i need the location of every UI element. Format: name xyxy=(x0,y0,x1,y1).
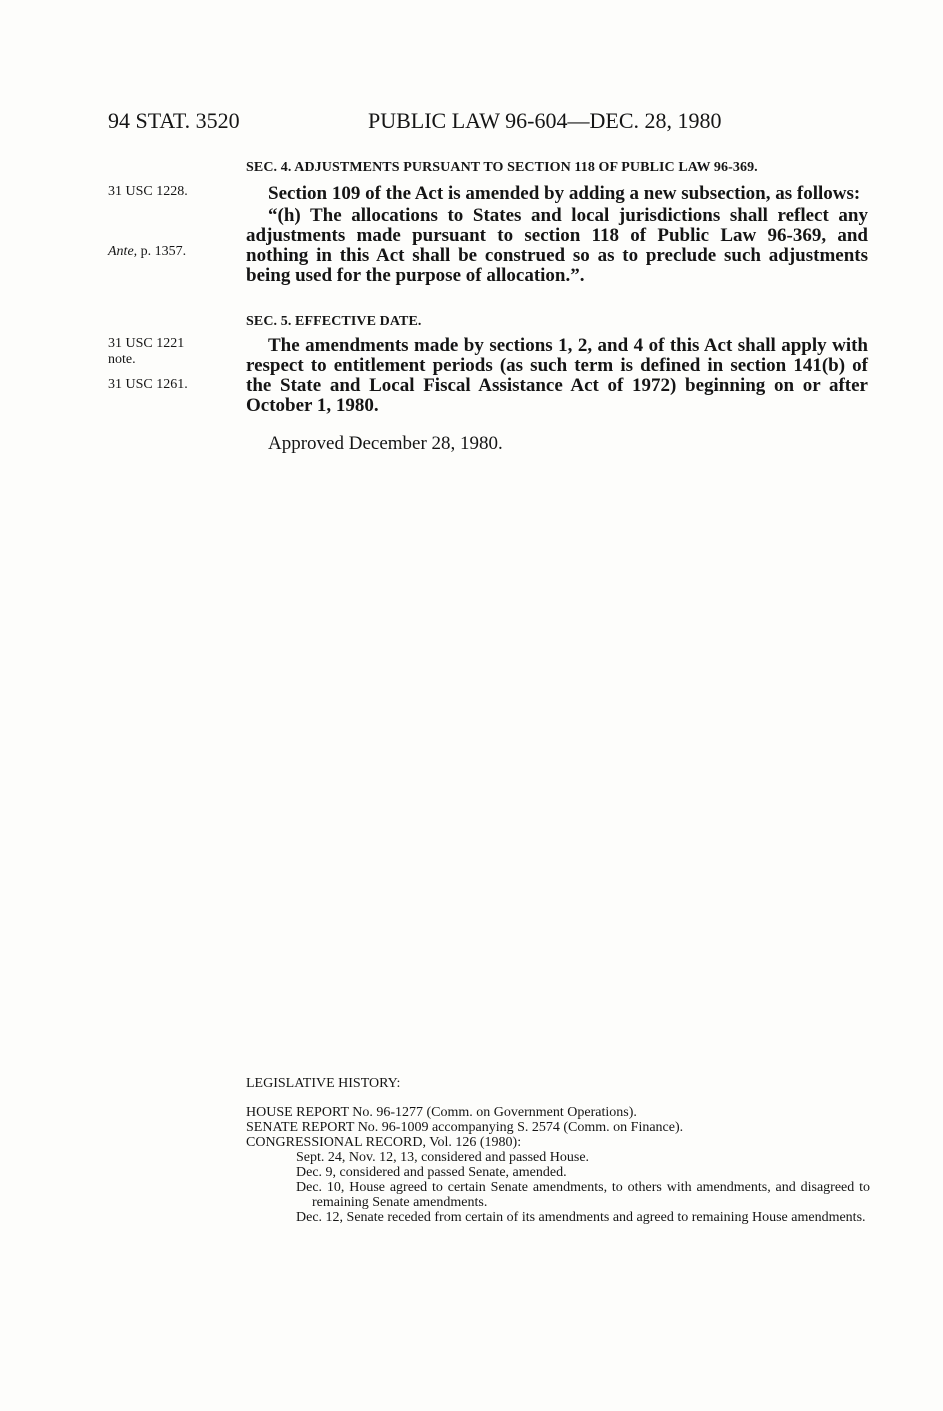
stat-page-number: 94 STAT. 3520 xyxy=(108,108,240,133)
sec5-body xyxy=(246,336,868,416)
approval-date: Approved December 28, 1980. xyxy=(268,433,503,454)
record-entry: Dec. 9, considered and passed Senate, amended. xyxy=(296,1165,567,1180)
record-entry: Dec. 10, House agreed to certain Senate amendments, to others with amendments, and disagreed to remaining Senate amendments. xyxy=(296,1180,870,1210)
ante-word: Ante, xyxy=(108,244,138,259)
congressional-record: CONGRESSIONAL RECORD, Vol. 126 (1980): xyxy=(246,1135,522,1150)
usc-1221-label: 31 USC 1221 xyxy=(108,336,185,351)
margin-note-usc-1261: 31 USC 1261. xyxy=(108,377,188,392)
sec4-body xyxy=(246,184,868,286)
legislative-history xyxy=(246,1076,870,1225)
margin-note-usc-1228: 31 USC 1228. xyxy=(108,184,188,199)
record-entry: Sept. 24, Nov. 12, 13, considered and passed House. xyxy=(296,1150,590,1165)
sec5-heading: SEC. 5. EFFECTIVE DATE. xyxy=(246,314,422,329)
usc-1221-note: note. xyxy=(108,352,136,367)
sec4-heading: SEC. 4. ADJUSTMENTS PURSUANT TO SECTION 118 OF PUBLIC LAW 96-369. xyxy=(246,160,758,175)
sec5-text: The amendments made by sections 1, 2, and 4 of this Act shall apply with respect to entitlement periods (as such term is defined in section 141(b) of the State and Local Fiscal Assistance Act of 1972) beginning on or after October 1, 1980. xyxy=(246,335,868,416)
ante-page: p. 1357. xyxy=(140,244,187,259)
house-report: HOUSE REPORT No. 96-1277 (Comm. on Government Operations). xyxy=(246,1105,637,1120)
public-law-title: PUBLIC LAW 96-604—DEC. 28, 1980 xyxy=(368,108,722,133)
margin-note-ante xyxy=(108,244,186,260)
record-entry: Dec. 12, Senate receded from certain of its amendments and agreed to remaining House amendments. xyxy=(296,1210,866,1225)
sec4-intro: Section 109 of the Act is amended by adding a new subsection, as follows: xyxy=(268,183,861,204)
margin-note-usc-1221 xyxy=(108,336,184,368)
senate-report: SENATE REPORT No. 96-1009 accompanying S. 2574 (Comm. on Finance). xyxy=(246,1120,684,1135)
page-header xyxy=(108,108,868,140)
sec4-subsection-h: “(h) The allocations to States and local jurisdictions shall reflect any adjustments made pursuant to section 118 of Public Law 96-369, and nothing in this Act shall be construed so as to preclude such adjustments being used for the purpose of allocation.”. xyxy=(246,205,868,286)
legislative-history-title: LEGISLATIVE HISTORY: xyxy=(246,1076,401,1091)
